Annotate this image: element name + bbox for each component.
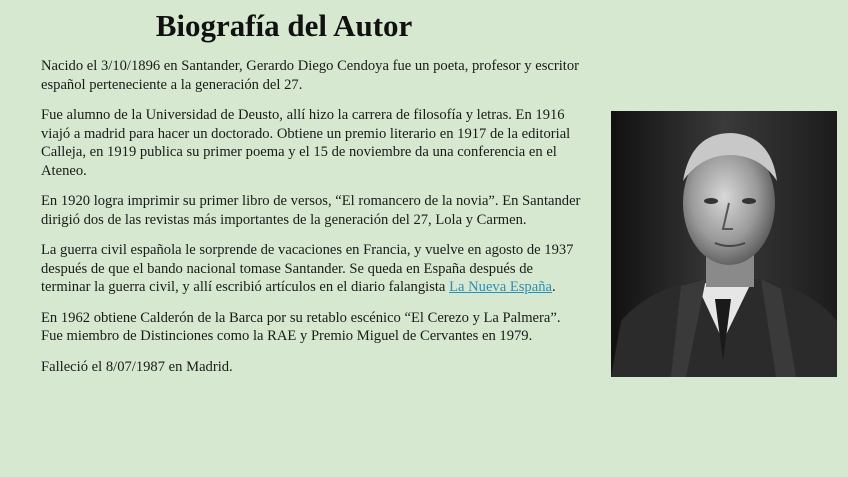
slide-title: Biografía del Autor <box>155 8 413 43</box>
la-nueva-espana-link[interactable]: La Nueva España <box>449 279 552 295</box>
paragraph-first-book: En 1920 logra imprimir su primer libro de versos, “El romancero de la novia”. En Santander dirigió dos de las revistas más importantes de la generación del 27, Lola y Carmen. <box>41 193 581 228</box>
paragraph-awards: En 1962 obtiene Calderón de la Barca por su retablo escénico “El Cerezo y La Palmera”. Fue miembro de Distinciones como la RAE y Premio Miguel de Cervantes en 1979. <box>41 309 561 344</box>
paragraph-civil-war <box>41 241 586 297</box>
paragraph-death: Falleció el 8/07/1987 en Madrid. <box>41 358 233 375</box>
biography-text <box>41 57 586 388</box>
paragraph-civil-war-end: . <box>551 279 556 295</box>
author-portrait-photo <box>611 111 837 377</box>
paragraph-birth: Nacido el 3/10/1896 en Santander, Gerardo Diego Cendoya fue un poeta, profesor y escritor español perteneciente a la generación del 27. <box>41 58 579 93</box>
paragraph-civil-war-text: La guerra civil española le sorprende de vacaciones en Francia, y vuelve en agosto de 1937 después de que el bando nacional tomase Santander. Se queda en España después de terminar la guerra civil, y allí escribió artículos en el diario falangista <box>41 242 574 295</box>
paragraph-education: Fue alumno de la Universidad de Deusto, allí hizo la carrera de filosofía y letras. En 1916 viajó a madrid para hacer un doctorado. Obtiene un premio literario en 1917 de la editorial Calleja, en 1919 publica su primer poema y el 15 de noviembre da una conferencia en el Ateneo. <box>41 107 571 179</box>
